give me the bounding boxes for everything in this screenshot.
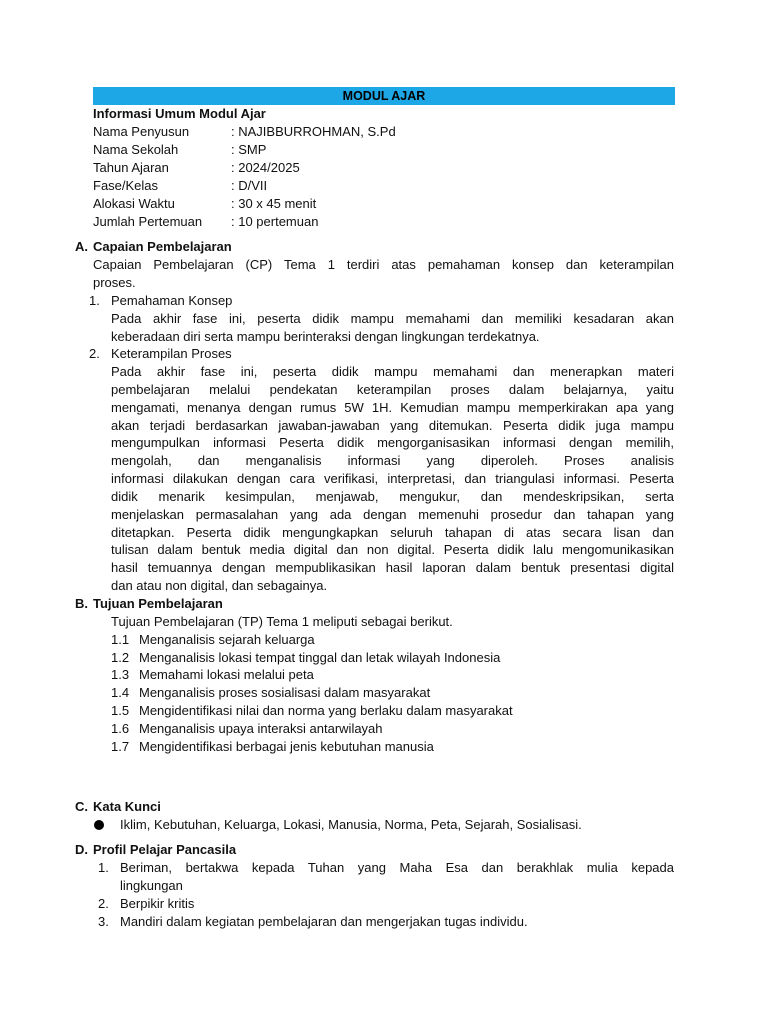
section-b-letter: B. <box>75 596 88 611</box>
section-d-heading: Profil Pelajar Pancasila <box>93 842 237 857</box>
tp-item-number: 1.5 <box>111 703 130 718</box>
tp-item-text: Mengidentifikasi berbagai jenis kebutuhan manusia <box>139 739 434 754</box>
cp-item-number: 2. <box>89 346 100 361</box>
cp-item-text-line: dan atau non digital, dan sebagainya. <box>111 578 328 593</box>
tp-item-number: 1.3 <box>111 667 130 682</box>
tp-item-number: 1.6 <box>111 721 130 736</box>
cp-item-number: 1. <box>89 293 100 308</box>
info-value-pertemuan: : 10 pertemuan <box>231 214 319 229</box>
info-value-penyusun: : NAJIBBURROHMAN, S.Pd <box>231 124 396 139</box>
cp-item-text-line: mengamati, menanya dengan rumus 5W 1H. Kemudian mampu memperkirakan apa yang <box>111 400 674 415</box>
tp-item-text: Menganalisis sejarah keluarga <box>139 632 315 647</box>
info-heading: Informasi Umum Modul Ajar <box>93 106 266 121</box>
cp-item-text-line: informasi dilakukan dengan cara verifikasi, interpretasi, dan triangulasi informasi. Peserta <box>111 471 674 486</box>
cp-item-text-line: menjelaskan permasalahan yang ada dengan memenuhi prosedur dan tahapan yang <box>111 507 674 522</box>
tp-item-number: 1.1 <box>111 632 130 647</box>
tp-item-number: 1.7 <box>111 739 130 754</box>
section-b-heading: Tujuan Pembelajaran <box>93 596 223 611</box>
info-label-pertemuan: Jumlah Pertemuan <box>93 214 203 229</box>
cp-item-text-line: mengumpulkan informasi Peserta didik mengorganisasikan informasi dengan memilih, <box>111 435 674 450</box>
info-value-sekolah: : SMP <box>231 142 267 157</box>
profil-item-number: 2. <box>98 896 109 911</box>
cp-item-text-line: tulisan dalam bentuk media digital dan non digital. Peserta didik lalu mengomunikasikan <box>111 542 674 557</box>
info-value-tahun: : 2024/2025 <box>231 160 300 175</box>
profil-item-text-line: Berpikir kritis <box>120 896 195 911</box>
profil-item-number: 3. <box>98 914 109 929</box>
info-label-tahun: Tahun Ajaran <box>93 160 169 175</box>
info-label-alokasi: Alokasi Waktu <box>93 196 175 211</box>
module-title-bar: MODUL AJAR <box>93 87 675 105</box>
cp-item-title: Keterampilan Proses <box>111 346 232 361</box>
cp-item-text-line: akan terjadi berdasarkan jawaban-jawaban yang ditemukan. Peserta didik juga mampu <box>111 418 674 433</box>
tp-item-number: 1.2 <box>111 650 130 665</box>
profil-item-number: 1. <box>98 860 109 875</box>
cp-item-text-line: hasil temuannya dengan mempublikasikan hasil laporan dalam bentuk presentasi digital <box>111 560 674 575</box>
tp-item-text: Menganalisis upaya interaksi antarwilayah <box>139 721 383 736</box>
info-label-penyusun: Nama Penyusun <box>93 124 190 139</box>
keywords-text: Iklim, Kebutuhan, Keluarga, Lokasi, Manusia, Norma, Peta, Sejarah, Sosialisasi. <box>120 817 582 832</box>
info-label-sekolah: Nama Sekolah <box>93 142 179 157</box>
bullet-icon <box>94 820 104 830</box>
section-a-intro-line: Capaian Pembelajaran (CP) Tema 1 terdiri atas pemahaman konsep dan keterampilan <box>93 257 674 272</box>
cp-item-title: Pemahaman Konsep <box>111 293 233 308</box>
section-c-letter: C. <box>75 799 88 814</box>
section-c-heading: Kata Kunci <box>93 799 161 814</box>
cp-item-text-line: mengolah, dan menganalisis informasi yang diperoleh. Proses analisis <box>111 453 674 468</box>
cp-item-text-line: keberadaan diri serta mampu berinteraksi dengan lingkungan terdekatnya. <box>111 329 540 344</box>
info-value-fase: : D/VII <box>231 178 268 193</box>
section-d-letter: D. <box>75 842 88 857</box>
tp-item-text: Menganalisis lokasi tempat tinggal dan letak wilayah Indonesia <box>139 650 501 665</box>
section-a-intro-line: proses. <box>93 275 136 290</box>
cp-item-text-line: ditetapkan. Peserta didik mengungkapkan seluruh tahapan di atas secara lisan dan <box>111 525 674 540</box>
section-a-heading: Capaian Pembelajaran <box>93 239 232 254</box>
tp-item-text: Memahami lokasi melalui peta <box>139 667 314 682</box>
profil-item-text-line: Mandiri dalam kegiatan pembelajaran dan mengerjakan tugas individu. <box>120 914 528 929</box>
tp-item-text: Mengidentifikasi nilai dan norma yang berlaku dalam masyarakat <box>139 703 513 718</box>
tp-item-text: Menganalisis proses sosialisasi dalam masyarakat <box>139 685 431 700</box>
tp-item-number: 1.4 <box>111 685 130 700</box>
cp-item-text-line: pembelajaran melalui pendekatan keterampilan proses dalam belajarnya, yaitu <box>111 382 674 397</box>
profil-item-text-line: lingkungan <box>120 878 183 893</box>
info-label-fase: Fase/Kelas <box>93 178 159 193</box>
section-b-intro: Tujuan Pembelajaran (TP) Tema 1 meliputi sebagai berikut. <box>111 614 453 629</box>
profil-item-text-line: Beriman, bertakwa kepada Tuhan yang Maha Esa dan berakhlak mulia kepada <box>120 860 674 875</box>
section-a-letter: A. <box>75 239 88 254</box>
cp-item-text-line: didik menarik kesimpulan, menjawab, mengukur, dan mendeskripsikan, serta <box>111 489 674 504</box>
cp-item-text-line: Pada akhir fase ini, peserta didik mampu memahami dan memiliki kesadaran akan <box>111 311 674 326</box>
info-value-alokasi: : 30 x 45 menit <box>231 196 317 211</box>
cp-item-text-line: Pada akhir fase ini, peserta didik mampu memahami dan menerapkan materi <box>111 364 674 379</box>
